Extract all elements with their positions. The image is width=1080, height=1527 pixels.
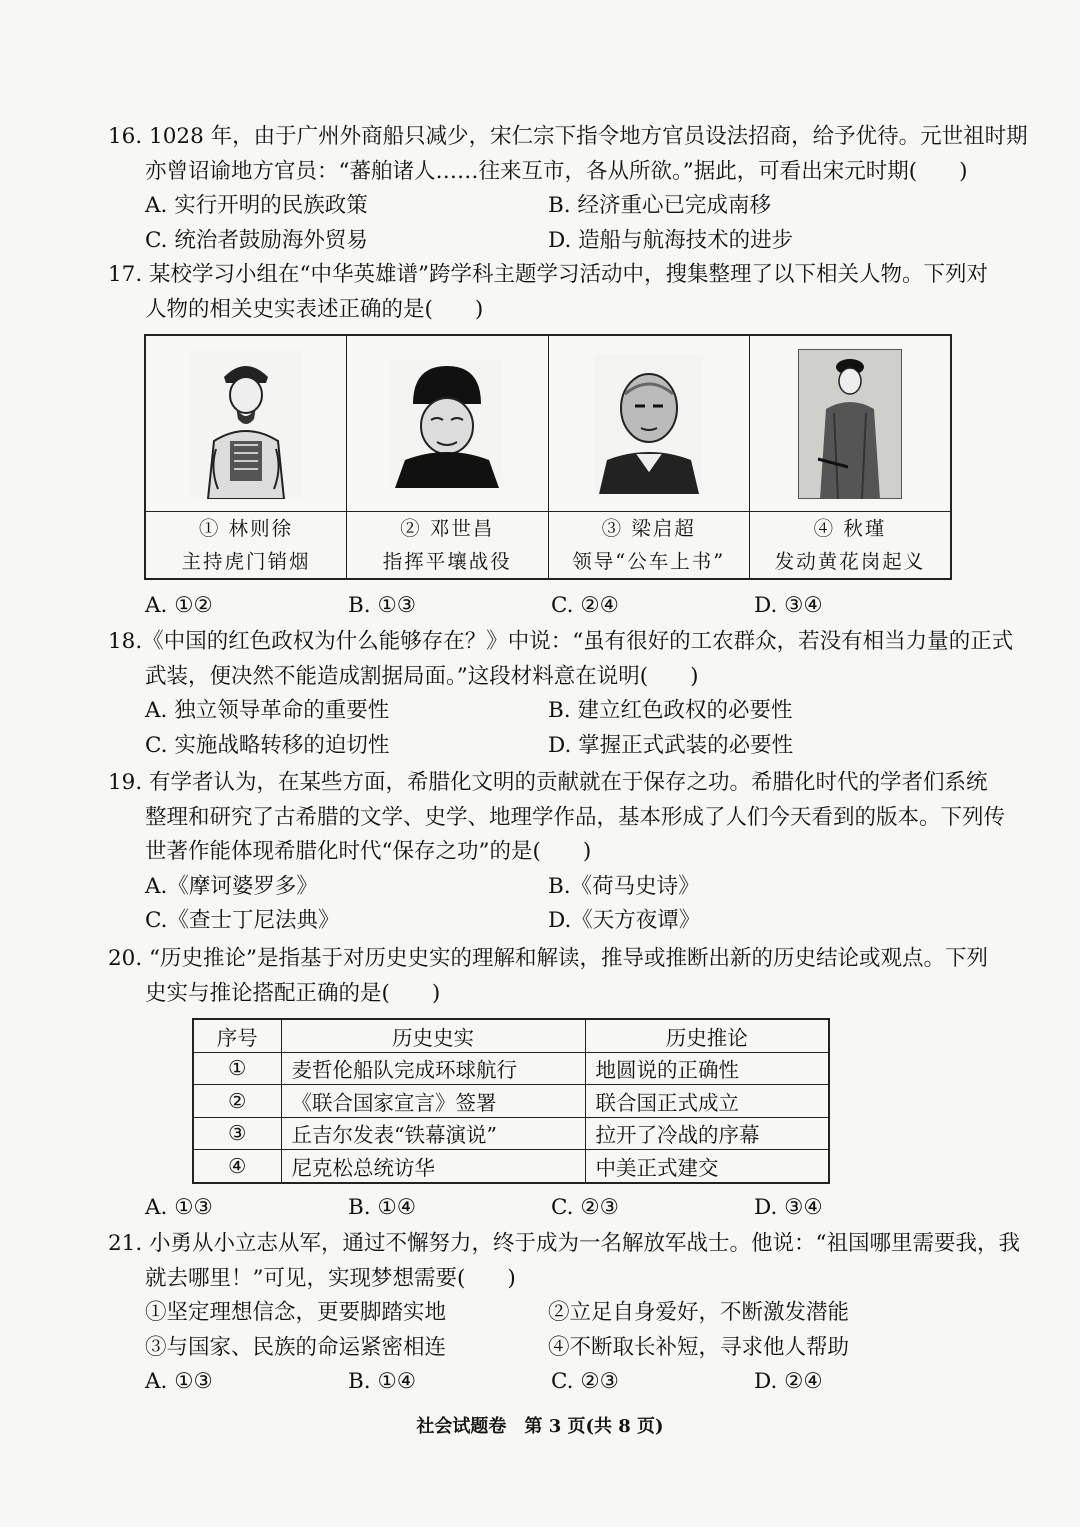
question-19 bbox=[108, 766, 1006, 939]
question-17 bbox=[108, 258, 989, 327]
q19-option-d[interactable]: D.《天方夜谭》 bbox=[548, 908, 701, 933]
q21-options bbox=[108, 1365, 978, 1400]
table-cell: 中美正式建交 bbox=[585, 1150, 829, 1183]
table-header: 历史推论 bbox=[585, 1019, 829, 1052]
q21-option-d[interactable]: D. ②④ bbox=[754, 1369, 823, 1394]
portrait-cell-3 bbox=[548, 335, 750, 512]
q17-options bbox=[108, 589, 978, 624]
q19-line2: 整理和研究了古希腊的文学、史学、地理学作品，基本形成了人们今天看到的版本。下列传 bbox=[145, 804, 1006, 830]
table-cell: 联合国正式成立 bbox=[585, 1085, 829, 1118]
history-inference-table bbox=[192, 1018, 830, 1184]
q16-option-b[interactable]: B. 经济重心已完成南移 bbox=[548, 193, 771, 218]
q16-line2: 亦曾诏谕地方官员：“蕃舶诸人……往来互市，各从所欲。”据此，可看出宋元时期( ) bbox=[145, 158, 968, 184]
portrait-cell-4 bbox=[750, 335, 952, 512]
q21-line2: 就去哪里！”可见，实现梦想需要( ) bbox=[145, 1265, 516, 1291]
table-cell: 地圆说的正确性 bbox=[585, 1052, 829, 1085]
q19-option-c[interactable]: C.《查士丁尼法典》 bbox=[145, 908, 340, 933]
q18-option-a[interactable]: A. 独立领导革命的重要性 bbox=[145, 698, 390, 723]
q16-option-d[interactable]: D. 造船与航海技术的进步 bbox=[548, 227, 794, 253]
bald-portrait-icon bbox=[595, 354, 703, 494]
portrait-cell-1 bbox=[145, 335, 347, 512]
q20-line1: 20. “历史推论”是指基于对历史史实的理解和解读，推导或推断出新的历史结论或观点。下列 bbox=[108, 946, 989, 971]
table-row bbox=[193, 1052, 829, 1085]
q21-option-c[interactable]: C. ②③ bbox=[551, 1369, 619, 1394]
q21-statements-row1 bbox=[108, 1296, 978, 1331]
person-caption-3: ③ 梁启超 领导“公车上书” bbox=[548, 512, 750, 580]
question-16 bbox=[108, 120, 1028, 258]
q19-line1: 19. 有学者认为，在某些方面，希腊化文明的贡献就在于保存之功。希腊化时代的学者们系统 bbox=[108, 770, 988, 795]
table-cell: 《联合国家宣言》签署 bbox=[281, 1085, 585, 1118]
question-18 bbox=[108, 625, 1014, 763]
table-header: 序号 bbox=[193, 1019, 281, 1052]
q16-options-row2 bbox=[108, 224, 978, 259]
q21-option-b[interactable]: B. ①④ bbox=[348, 1369, 417, 1394]
q19-option-b[interactable]: B.《荷马史诗》 bbox=[548, 873, 700, 899]
q17-line2: 人物的相关史实表述正确的是( ) bbox=[145, 296, 484, 322]
q20-option-a[interactable]: A. ①③ bbox=[145, 1195, 213, 1220]
person-caption-1: ① 林则徐 主持虎门销烟 bbox=[145, 512, 347, 580]
portrait-table bbox=[144, 334, 952, 580]
q16-options-row1 bbox=[108, 189, 978, 224]
page-footer: 社会试题卷 第 3 页(共 8 页) bbox=[416, 1416, 664, 1437]
table-cell: ② bbox=[193, 1085, 281, 1118]
q21-line1: 21. 小勇从小立志从军，通过不懈努力，终于成为一名解放军战士。他说：“祖国哪里需要我，我 bbox=[108, 1231, 1021, 1256]
q18-option-c[interactable]: C. 实施战略转移的迫切性 bbox=[145, 732, 390, 758]
q17-option-a[interactable]: A. ①② bbox=[145, 593, 213, 618]
q19-options-row1 bbox=[108, 870, 978, 905]
q20-option-c[interactable]: C. ②③ bbox=[551, 1195, 619, 1220]
q18-line2: 武装，便决然不能造成割据局面。”这段材料意在说明( ) bbox=[145, 663, 699, 689]
q16-option-c[interactable]: C. 统治者鼓励海外贸易 bbox=[145, 227, 368, 253]
q17-option-d[interactable]: D. ③④ bbox=[754, 593, 823, 618]
table-header: 历史史实 bbox=[281, 1019, 585, 1052]
table-cell: 尼克松总统访华 bbox=[281, 1150, 585, 1183]
q20-options bbox=[108, 1191, 978, 1226]
q19-option-a[interactable]: A.《摩诃婆罗多》 bbox=[145, 873, 318, 899]
table-row bbox=[193, 1117, 829, 1150]
q19-options-row2 bbox=[108, 904, 978, 939]
q18-option-b[interactable]: B. 建立红色政权的必要性 bbox=[548, 698, 793, 723]
table-cell: ④ bbox=[193, 1150, 281, 1183]
table-row bbox=[193, 1085, 829, 1118]
q18-option-d[interactable]: D. 掌握正式武装的必要性 bbox=[548, 732, 794, 758]
table-cell: 丘吉尔发表“铁幕演说” bbox=[281, 1117, 585, 1150]
qing-hat-portrait-icon bbox=[391, 360, 503, 488]
person-caption-2: ② 邓世昌 指挥平壤战役 bbox=[347, 512, 549, 580]
q18-line1: 18.《中国的红色政权为什么能够存在？》中说：“虽有很好的工农群众，若没有相当力量的正式 bbox=[108, 629, 1014, 654]
question-21 bbox=[108, 1227, 1021, 1400]
q21-statements-row2 bbox=[108, 1331, 978, 1366]
table-row bbox=[193, 1150, 829, 1183]
q17-line1: 17. 某校学习小组在“中华英雄谱”跨学科主题学习活动中，搜集整理了以下相关人物。下列对 bbox=[108, 262, 989, 287]
q19-line3: 世著作能体现希腊化时代“保存之功”的是( ) bbox=[145, 839, 592, 864]
table-cell: 麦哲伦船队完成环球航行 bbox=[281, 1052, 585, 1085]
table-cell: ① bbox=[193, 1052, 281, 1085]
q21-statement-3: ③与国家、民族的命运紧密相连 bbox=[145, 1334, 447, 1360]
person-caption-4: ④ 秋瑾 发动黄花岗起义 bbox=[750, 512, 952, 580]
q18-options-row2 bbox=[108, 729, 978, 764]
q21-statement-4: ④不断取长补短，寻求他人帮助 bbox=[548, 1334, 850, 1360]
q21-statement-1: ①坚定理想信念，更要脚踏实地 bbox=[145, 1300, 447, 1325]
q17-option-c[interactable]: C. ②④ bbox=[551, 593, 619, 618]
standing-woman-portrait-icon bbox=[798, 349, 902, 499]
q18-options-row1 bbox=[108, 694, 978, 729]
q16-option-a[interactable]: A. 实行开明的民族政策 bbox=[145, 193, 368, 218]
table-header-row bbox=[193, 1019, 829, 1052]
q20-line2: 史实与推论搭配正确的是( ) bbox=[145, 980, 441, 1006]
q20-option-d[interactable]: D. ③④ bbox=[754, 1195, 823, 1220]
portrait-cell-2 bbox=[347, 335, 549, 512]
q20-option-b[interactable]: B. ①④ bbox=[348, 1195, 417, 1220]
table-cell: 拉开了冷战的序幕 bbox=[585, 1117, 829, 1150]
q21-statement-2: ②立足自身爱好，不断激发潜能 bbox=[548, 1300, 850, 1325]
table-cell: ③ bbox=[193, 1117, 281, 1150]
q21-option-a[interactable]: A. ①③ bbox=[145, 1369, 213, 1394]
q17-option-b[interactable]: B. ①③ bbox=[348, 593, 417, 618]
official-portrait-icon bbox=[190, 349, 302, 499]
q16-line1: 16. 1028 年，由于广州外商船只减少，宋仁宗下指令地方官员设法招商，给予优待。元世祖时期 bbox=[108, 124, 1028, 149]
question-20 bbox=[108, 942, 989, 1011]
